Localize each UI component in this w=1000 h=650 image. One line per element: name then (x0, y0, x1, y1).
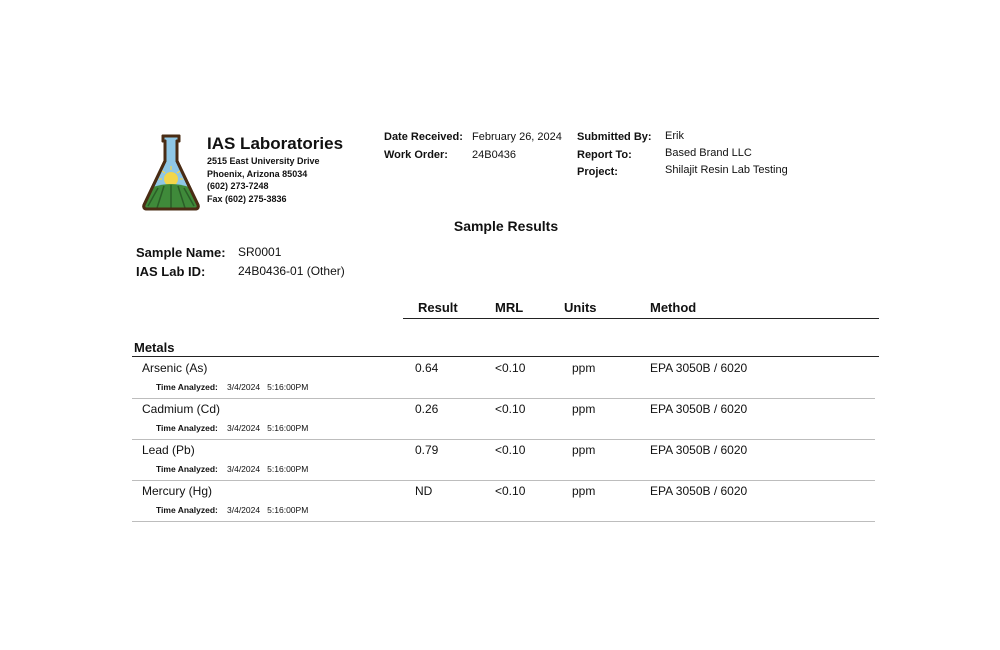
submitted-by-label: Submitted By: (577, 131, 652, 143)
time-analyzed-value: 3/4/2024 5:16:00PM (227, 505, 309, 515)
units-value: ppm (572, 361, 596, 375)
column-header-mrl: MRL (495, 300, 524, 315)
units-value: ppm (572, 484, 596, 498)
method-value: EPA 3050B / 6020 (650, 443, 748, 457)
work-order-label: Work Order: (384, 149, 448, 161)
table-row (132, 398, 875, 440)
project-label: Project: (577, 166, 618, 178)
work-order-value: 24B0436 (472, 149, 517, 161)
result-value: 0.64 (415, 361, 439, 375)
mrl-value: <0.10 (495, 484, 526, 498)
units-value: ppm (572, 443, 596, 457)
method-value: EPA 3050B / 6020 (650, 402, 748, 416)
lab-fax: Fax (602) 275-3836 (207, 193, 287, 204)
project-value: Shilajit Resin Lab Testing (665, 164, 788, 176)
lab-id-label: IAS Lab ID: (136, 264, 206, 279)
analyte-name: Lead (Pb) (142, 443, 195, 457)
units-value: ppm (572, 402, 596, 416)
analyte-name: Cadmium (Cd) (142, 402, 221, 416)
lab-phone: (602) 273-7248 (207, 181, 269, 191)
column-header-method: Method (650, 300, 697, 315)
time-analyzed-label: Time Analyzed: (156, 382, 218, 392)
column-header-units: Units (564, 300, 597, 315)
report-to-label: Report To: (577, 149, 632, 161)
table-row (132, 439, 875, 481)
time-analyzed-value: 3/4/2024 5:16:00PM (227, 423, 309, 433)
mrl-value: <0.10 (495, 402, 526, 416)
result-value: 0.79 (415, 443, 439, 457)
method-value: EPA 3050B / 6020 (650, 484, 748, 498)
time-analyzed-label: Time Analyzed: (156, 505, 218, 515)
result-value: ND (415, 484, 433, 498)
mrl-value: <0.10 (495, 443, 526, 457)
section-heading-metals: Metals (134, 340, 175, 355)
analyte-name: Arsenic (As) (142, 361, 208, 375)
table-row (132, 480, 875, 522)
lab-name: IAS Laboratories (207, 134, 344, 153)
time-analyzed-label: Time Analyzed: (156, 423, 218, 433)
date-received-value: February 26, 2024 (472, 131, 562, 143)
result-value: 0.26 (415, 402, 439, 416)
analyte-name: Mercury (Hg) (142, 484, 213, 498)
flask-logo-icon (140, 133, 202, 211)
method-value: EPA 3050B / 6020 (650, 361, 748, 375)
page-title: Sample Results (453, 218, 559, 234)
mrl-value: <0.10 (495, 361, 526, 375)
time-analyzed-value: 3/4/2024 5:16:00PM (227, 464, 309, 474)
date-received-label: Date Received: (384, 131, 463, 143)
column-header-result: Result (418, 300, 458, 315)
header-divider (403, 318, 879, 319)
table-row (132, 357, 875, 399)
report-to-value: Based Brand LLC (665, 147, 752, 159)
time-analyzed-value: 3/4/2024 5:16:00PM (227, 382, 309, 392)
lab-address-line2: Phoenix, Arizona 85034 (207, 168, 308, 179)
sample-name-value: SR0001 (238, 245, 282, 259)
submitted-by-value: Erik (665, 130, 684, 142)
sample-name-label: Sample Name: (136, 245, 226, 260)
time-analyzed-label: Time Analyzed: (156, 464, 218, 474)
lab-id-value: 24B0436-01 (Other) (238, 264, 345, 278)
lab-address-line1: 2515 East University Drive (207, 156, 320, 166)
